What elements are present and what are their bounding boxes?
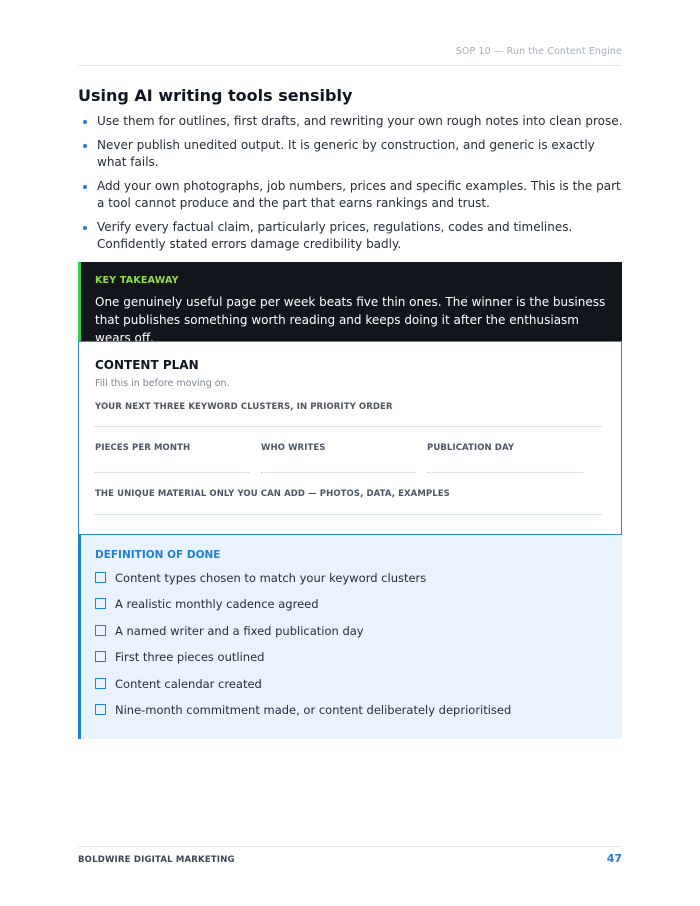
content-plan-form <box>78 341 622 535</box>
checkbox[interactable] <box>95 651 106 662</box>
content-plan-subtitle: Fill this in before moving on. <box>95 378 230 389</box>
list-item <box>78 113 624 131</box>
footer-divider <box>78 846 622 847</box>
checkbox[interactable] <box>95 572 106 583</box>
list-item-text: Never publish unedited output. It is generic by construction, and generic is exactly what fails. <box>97 137 595 169</box>
bullet-dot-icon <box>83 144 87 148</box>
bullet-dot-icon <box>83 226 87 230</box>
list-item-text: Use them for outlines, first drafts, and rewriting your own rough notes into clean prose. <box>97 114 623 128</box>
unique-material-field[interactable] <box>95 514 601 515</box>
unique-material-label: THE UNIQUE MATERIAL ONLY YOU CAN ADD — PHOTOS, DATA, EXAMPLES <box>95 489 450 499</box>
checklist-item-text: Nine-month commitment made, or content deliberately deprioritised <box>115 702 512 717</box>
checklist-item-text: A named writer and a fixed publication day <box>115 623 364 638</box>
checklist-item-text: Content types chosen to match your keyword clusters <box>115 571 427 585</box>
page-number: 47 <box>606 852 622 865</box>
definition-of-done-panel <box>78 535 622 739</box>
list-item <box>78 137 624 172</box>
checklist-item <box>95 624 511 650</box>
checklist <box>95 571 511 729</box>
checkbox[interactable] <box>95 704 106 715</box>
publication-day-label: PUBLICATION DAY <box>427 443 515 453</box>
who-writes-label: WHO WRITES <box>261 443 326 453</box>
checkbox[interactable] <box>95 678 106 689</box>
checklist-item-text: Content calendar created <box>115 676 262 691</box>
header-divider <box>78 65 622 66</box>
content-plan-title: CONTENT PLAN <box>95 358 199 372</box>
checklist-item <box>95 650 511 676</box>
footer-brand: BOLDWIRE DIGITAL MARKETING <box>78 855 235 865</box>
who-writes-field[interactable] <box>261 472 415 473</box>
pieces-per-month-label: PIECES PER MONTH <box>95 443 191 453</box>
checklist-item <box>95 677 511 703</box>
keyword-clusters-field[interactable] <box>95 426 601 427</box>
key-takeaway-text: One genuinely useful page per week beats five thin ones. The winner is the business that publishes something worth reading and keeps doing it after the enthusiasm wears off. <box>95 295 606 345</box>
bullet-dot-icon <box>83 185 87 189</box>
checklist-item-text: First three pieces outlined <box>115 650 265 665</box>
bullet-dot-icon <box>83 120 87 124</box>
section-title: Using AI writing tools sensibly <box>78 86 353 105</box>
key-takeaway-label: KEY TAKEAWAY <box>95 275 179 286</box>
publication-day-field[interactable] <box>427 472 583 473</box>
checklist-item <box>95 703 511 729</box>
list-item <box>78 219 624 254</box>
list-item-text: Add your own photographs, job numbers, prices and specific examples. This is the part a tool cannot produce and the part that earns rankings and trust. <box>97 178 621 210</box>
checklist-item <box>95 597 511 623</box>
pieces-per-month-field[interactable] <box>95 472 249 473</box>
running-header: SOP 10 — Run the Content Engine <box>455 46 622 57</box>
checklist-item-text: A realistic monthly cadence agreed <box>115 597 319 612</box>
tips-list <box>78 113 624 260</box>
list-item <box>78 178 624 213</box>
definition-of-done-title: DEFINITION OF DONE <box>95 549 221 561</box>
checkbox[interactable] <box>95 598 106 609</box>
checkbox[interactable] <box>95 625 106 636</box>
key-takeaway-panel <box>78 262 622 345</box>
list-item-text: Verify every factual claim, particularly prices, regulations, codes and timelines. Confidently stated errors damage credibility badly. <box>97 219 573 251</box>
checklist-item <box>95 571 511 597</box>
keyword-clusters-label: YOUR NEXT THREE KEYWORD CLUSTERS, IN PRIORITY ORDER <box>95 402 393 412</box>
